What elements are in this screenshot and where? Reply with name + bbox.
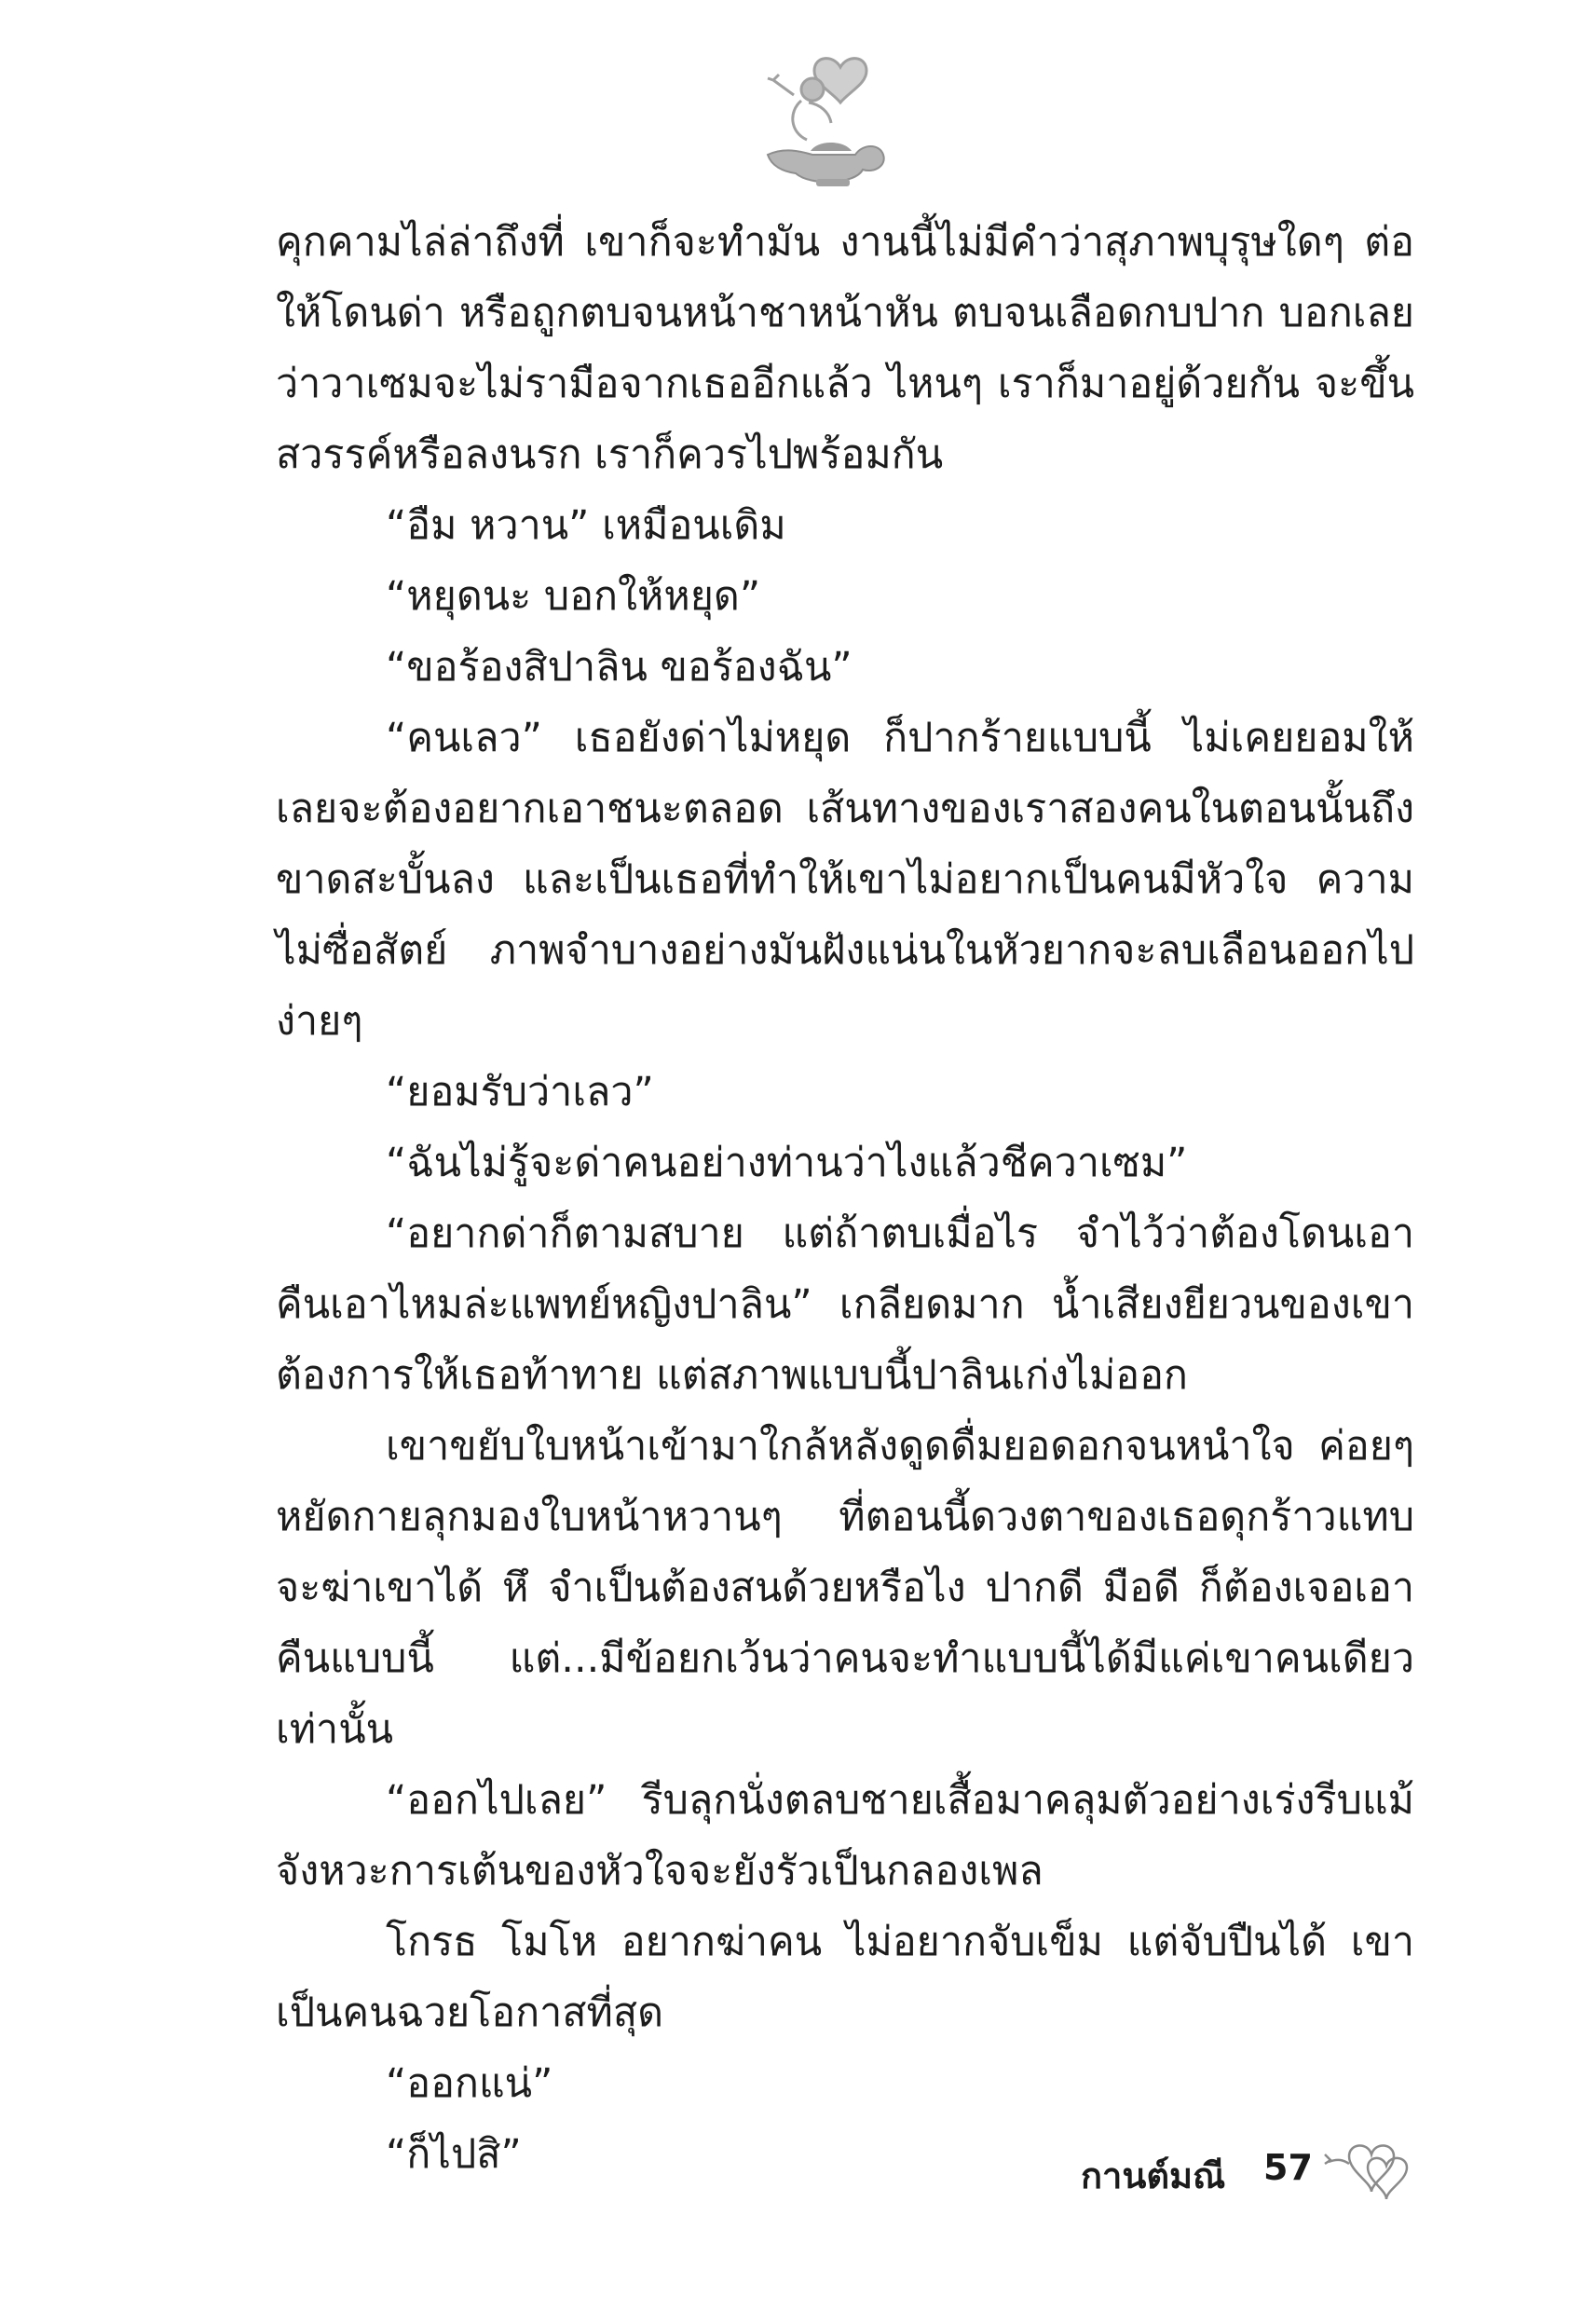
paragraph: “ออกแน่” [386,2060,553,2107]
paragraph: โกรธ โมโห อยากฆ่าคน ไม่อยากจับเข็ม แต่จับปืนได้ เขาเป็นคนฉวยโอกาสที่สุด [276,1919,1414,2036]
paragraph: “คนเลว” เธอยังด่าไม่หยุด ก็ปากร้ายแบบนี้ ไม่เคยยอมให้เลยจะต้องอยากเอาชนะตลอด เส้นทางของเราสองคนในตอนนั้นถึงขาดสะบั้นลง และเป็นเธอที่ทำให้เขาไม่อยากเป็นคนมีหัวใจ ความไม่ซื่อสัตย์ ภาพจำบางอย่างมันฝังแน่นในหัวยากจะลบเลือนออกไปง่ายๆ [276,715,1414,1045]
paragraph: “อืม หวาน” เหมือนเดิม [386,502,786,549]
body-text [276,207,1414,2190]
paragraph: “ยอมรับว่าเลว” [386,1069,654,1115]
page-number: 57 [1263,2147,1313,2188]
paragraph: “หยุดนะ บอกให้หยุด” [386,573,761,620]
cupid-genie-lamp-icon [751,47,900,196]
twin-hearts-icon [1321,2134,1424,2208]
paragraph: เขาขยับใบหน้าเข้ามาใกล้หลังดูดดื่มยอดอกจนหนำใจ ค่อยๆ หยัดกายลุกมองใบหน้าหวานๆ ที่ตอนนี้ดวงตาของเธอดุกร้าวแทบจะฆ่าเขาได้ หึ จำเป็นต้องสนด้วยหรือไง ปากดี มือดี ก็ต้องเจอเอาคืนแบบนี้ แต่...มีข้อยกเว้นว่าคนจะทำแบบนี้ได้มีแค่เขาคนเดียวเท่านั้น [276,1423,1414,1753]
paragraph: “ออกไปเลย” รีบลุกนั่งตลบชายเสื้อมาคลุมตัวอย่างเร่งรีบแม้จังหวะการเต้นของหัวใจจะยังรัวเป็นกลองเพล [276,1777,1414,1894]
paragraph: “ฉันไม่รู้จะด่าคนอย่างท่านว่าไงแล้วชีควาเซม” [386,1140,1188,1186]
paragraph: “ก็ไปสิ” [386,2131,522,2178]
running-title: กานต์มณี [1081,2155,1226,2196]
paragraph: “อยากด่าก็ตามสบาย แต่ถ้าตบเมื่อไร จำไว้ว่าต้องโดนเอาคืนเอาไหมล่ะแพทย์หญิงปาลิน” เกลียดมาก น้ำเสียงยียวนของเขา ต้องการให้เธอท้าทาย แต่สภาพแบบนี้ปาลินเก่งไม่ออก [276,1210,1414,1399]
paragraph: คุกคามไล่ล่าถึงที่ เขาก็จะทำมัน งานนี้ไม่มีคำว่าสุภาพบุรุษใดๆ ต่อให้โดนด่า หรือถูกตบจนหน้าชาหน้าหัน ตบจนเลือดกบปาก บอกเลยว่าวาเซมจะไม่รามือจากเธออีกแล้ว ไหนๆ เราก็มาอยู่ด้วยกัน จะขึ้นสวรรค์หรือลงนรก เราก็ควรไปพร้อมกัน [276,219,1414,478]
page-footer [1025,2134,1435,2218]
paragraph: “ขอร้องสิปาลิน ขอร้องฉัน” [386,644,853,691]
